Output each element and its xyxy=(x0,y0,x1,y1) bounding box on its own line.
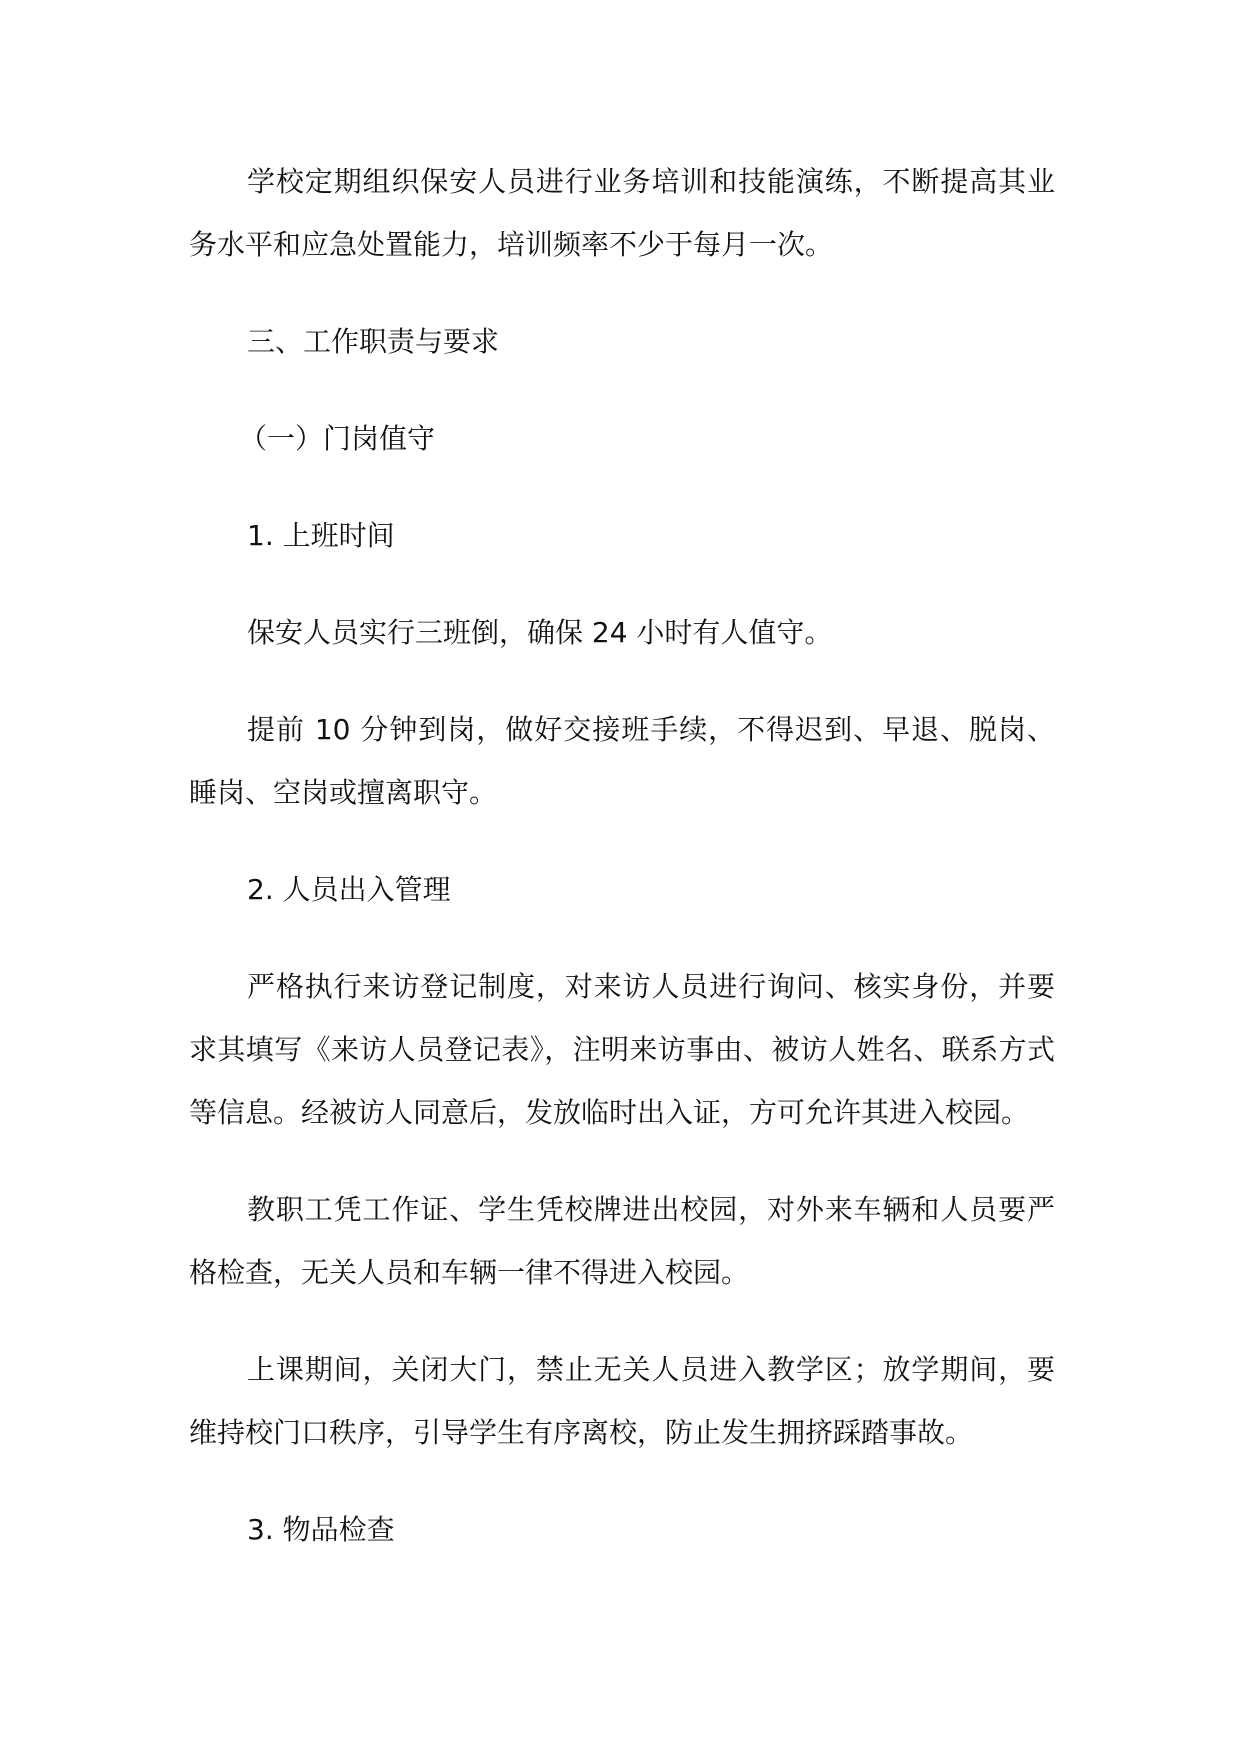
item-heading-item-inspection: 3. 物品检查 xyxy=(247,1513,395,1546)
section-heading-duties: 三、工作职责与要求 xyxy=(247,325,500,358)
subsection-heading-gate-duty: （一）门岗值守 xyxy=(239,422,436,455)
paragraph-staff-student-entry: 教职工凭工作证、学生凭校牌进出校园，对外来车辆和人员要严格检查，无关人员和车辆一律不得进入校园。 xyxy=(189,1193,1055,1289)
paragraph-shifts: 保安人员实行三班倒，确保 24 小时有人值守。 xyxy=(247,616,833,649)
paragraph-training: 学校定期组织保安人员进行业务培训和技能演练，不断提高其业务水平和应急处置能力，培训频率不少于每月一次。 xyxy=(189,165,1055,261)
paragraph-class-dismissal-order: 上课期间，关闭大门，禁止无关人员进入教学区；放学期间，要维持校门口秩序，引导学生有序离校，防止发生拥挤踩踏事故。 xyxy=(189,1353,1055,1449)
paragraph-arrival: 提前 10 分钟到岗，做好交接班手续，不得迟到、早退、脱岗、睡岗、空岗或擅离职守。 xyxy=(189,713,1055,809)
paragraph-visitor-registration: 严格执行来访登记制度，对来访人员进行询问、核实身份，并要求其填写《来访人员登记表》，注明来访事由、被访人姓名、联系方式等信息。经被访人同意后，发放临时出入证，方可允许其进入校园。 xyxy=(189,970,1055,1129)
document-body xyxy=(189,150,1055,1595)
item-heading-work-hours: 1. 上班时间 xyxy=(247,519,395,552)
item-heading-access-control: 2. 人员出入管理 xyxy=(247,873,451,906)
